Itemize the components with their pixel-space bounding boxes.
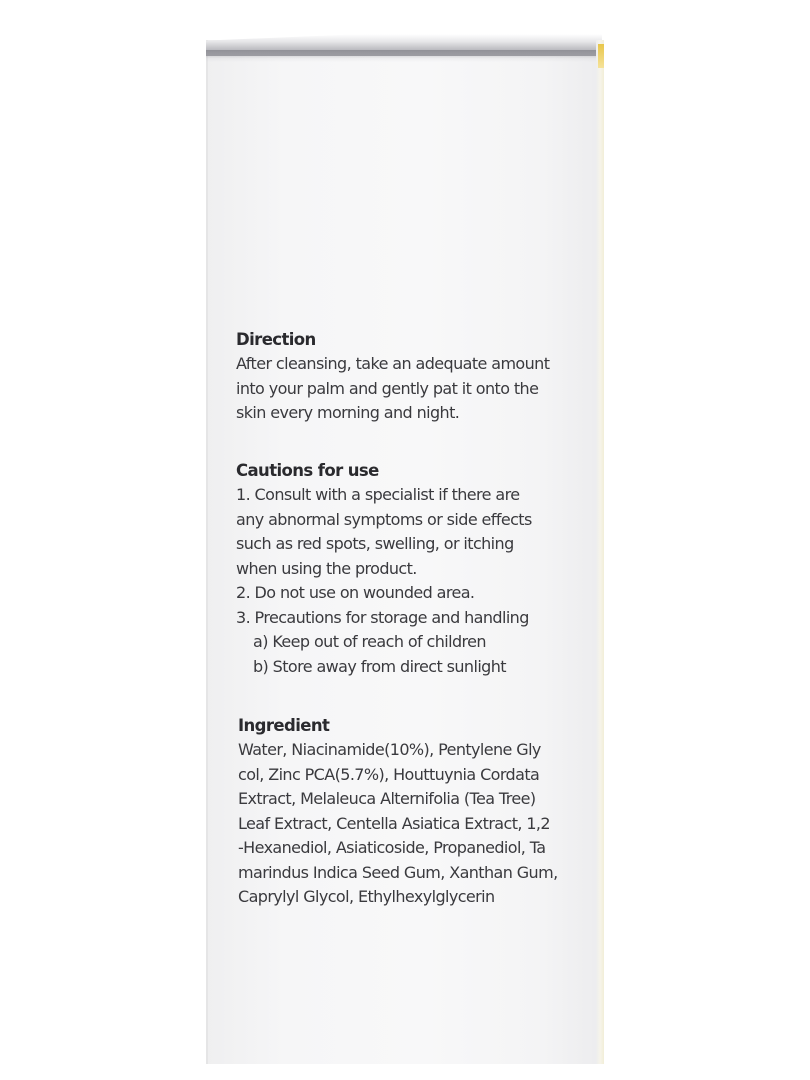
direction-line: After cleansing, take an adequate amount [236, 354, 550, 373]
ingredient-line: marindus Indica Seed Gum, Xanthan Gum, [238, 862, 558, 882]
cautions-line: when using the product. [236, 558, 417, 578]
box-top-shadow [206, 50, 602, 62]
direction-heading: Direction [236, 330, 316, 349]
cautions-line: 2. Do not use on wounded area. [236, 583, 475, 602]
cautions-sub-line: a) Keep out of reach of children [253, 632, 486, 651]
cautions-line: 3. Precautions for storage and handling [236, 607, 529, 627]
cautions-line: 1. Consult with a specialist if there are [236, 485, 520, 504]
cautions-section [236, 459, 532, 679]
cautions-line: such as red spots, swelling, or itching [236, 534, 514, 553]
ingredient-line: Leaf Extract, Centella Asiatica Extract, 1,2 [238, 813, 550, 833]
direction-line: skin every morning and night. [236, 403, 460, 422]
ingredient-line: Extract, Melaleuca Alternifolia (Tea Tree) [238, 789, 536, 808]
cautions-sub-line: b) Store away from direct sunlight [253, 656, 506, 676]
ingredient-line: Caprylyl Glycol, Ethylhexylglycerin [238, 887, 495, 906]
ingredient-line: -Hexanediol, Asiaticoside, Propanediol, Ta [238, 838, 546, 857]
direction-section [236, 328, 549, 426]
cautions-line: any abnormal symptoms or side effects [236, 509, 532, 529]
cautions-heading: Cautions for use [236, 461, 379, 480]
box-edge-accent [598, 44, 604, 68]
direction-line: into your palm and gently pat it onto the [236, 378, 539, 398]
ingredient-line: Water, Niacinamide(10%), Pentylene Gly [238, 740, 541, 759]
ingredient-section [238, 714, 558, 910]
box-right-edge [596, 40, 604, 1064]
ingredient-line: col, Zinc PCA(5.7%), Houttuynia Cordata [238, 764, 540, 784]
ingredient-heading: Ingredient [238, 716, 330, 735]
